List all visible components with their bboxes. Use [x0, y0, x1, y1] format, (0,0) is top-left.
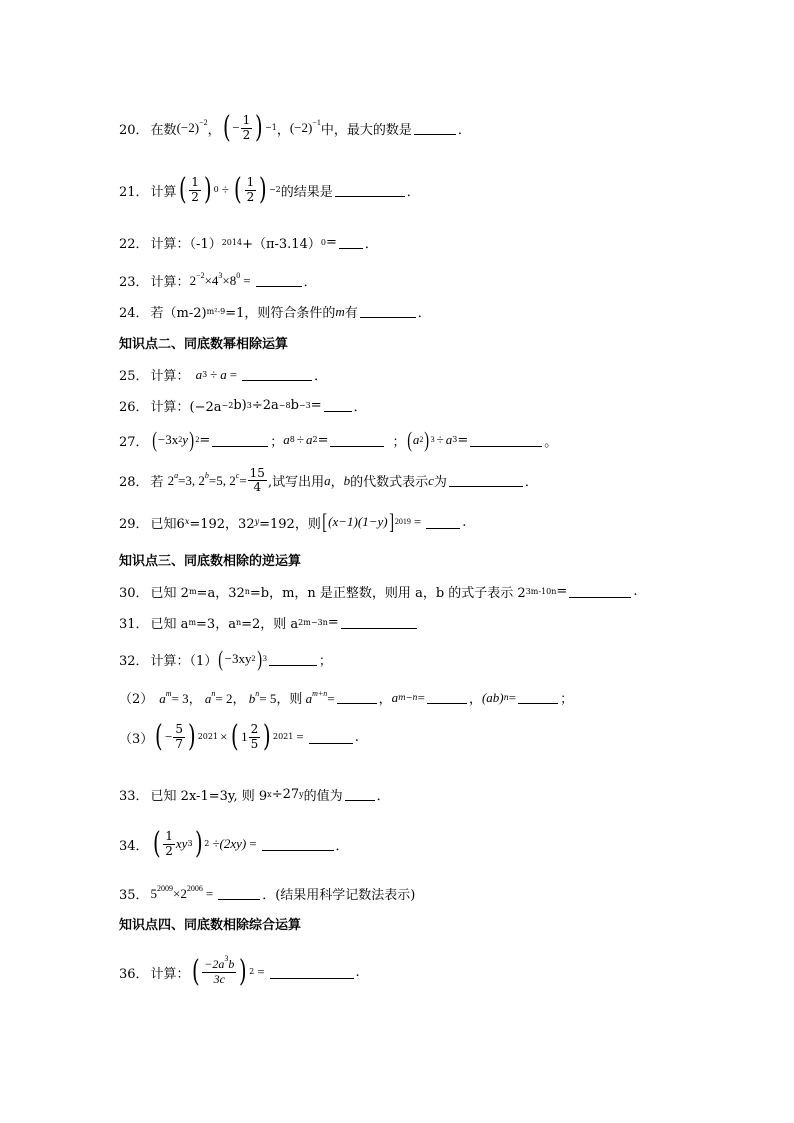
numerator: 15	[249, 466, 265, 480]
variable: b	[343, 472, 351, 488]
answer-blank[interactable]	[414, 122, 456, 135]
part-label: （2）	[119, 692, 154, 707]
exponent: 2006	[186, 883, 203, 893]
answer-blank[interactable]	[330, 434, 384, 447]
equals-sign: =	[327, 691, 335, 706]
exponent: −2	[199, 118, 208, 127]
section-heading: 知识点二、同底数幂相除运算	[119, 337, 289, 352]
equals-sign: =	[199, 432, 211, 448]
numerator: 1	[191, 175, 199, 190]
answer-blank[interactable]	[337, 691, 377, 704]
question-20	[119, 110, 471, 145]
section-heading: 知识点三、同底数相除的逆运算	[119, 554, 302, 569]
answer-blank[interactable]	[262, 838, 334, 851]
question-31: 31． 已知 a m =3，a n =2，则 a 2m−3n =	[119, 613, 419, 632]
question-number: 36．	[119, 966, 149, 982]
right-paren: )	[194, 826, 203, 861]
period: ．	[335, 838, 349, 854]
period: ．	[417, 306, 431, 321]
multiply-sign: ×	[220, 729, 228, 744]
term: ÷(2xy)	[212, 836, 247, 851]
question-number: 29．	[119, 516, 149, 532]
base: −3x	[157, 432, 179, 447]
question-text: 中，最大的数是	[320, 122, 412, 138]
period: ．	[364, 237, 378, 252]
answer-blank[interactable]	[470, 434, 542, 447]
expression	[159, 688, 334, 707]
division-sign: ÷	[221, 182, 229, 197]
question-number: 26．	[119, 400, 149, 415]
question-text: 计算	[150, 184, 177, 200]
numerator-text: −2a	[204, 957, 225, 972]
question-number: 34．	[119, 838, 149, 854]
answer-blank[interactable]	[269, 653, 317, 666]
period: ．	[314, 369, 328, 384]
question-32-part-3	[119, 719, 359, 754]
question-text: 已知 a	[150, 617, 189, 632]
period: .	[633, 584, 638, 599]
division-sign: ÷	[296, 432, 304, 447]
fraction-power: ( − $\frac{1}{2}$ ) −1	[222, 110, 277, 145]
exponent: n	[211, 689, 216, 698]
variable: a	[305, 691, 313, 706]
variable: (ab)	[481, 689, 504, 705]
question-23	[119, 271, 317, 290]
equals-sign: =	[249, 836, 257, 851]
minus-sign: −	[232, 120, 240, 135]
exponent: 3	[224, 954, 229, 964]
equals-sign: =	[556, 584, 568, 599]
equals-sign: =	[417, 689, 425, 705]
period: ．	[376, 789, 390, 804]
variable: a	[445, 432, 453, 447]
answer-blank[interactable]	[339, 236, 363, 249]
period: ．	[524, 475, 538, 491]
variable: m	[335, 303, 345, 319]
question-number: 32．	[119, 653, 149, 669]
question-number: 30．	[119, 586, 149, 601]
question-text: ,试写出用	[267, 475, 325, 491]
question-text: ÷2a	[251, 398, 279, 413]
separator: ，	[330, 475, 344, 491]
question-text: +（π-3.14）	[242, 237, 321, 252]
variable: a	[283, 432, 290, 447]
question-34	[119, 826, 349, 861]
denominator: 2	[191, 189, 199, 204]
question-text: 已知 2	[150, 586, 189, 601]
right-paren: )	[263, 719, 271, 754]
question-text: 已知 2x-1=3y, 则 9	[150, 789, 268, 804]
answer-blank[interactable]	[449, 474, 523, 487]
denominator: 4	[253, 480, 262, 495]
base: 2	[229, 472, 236, 488]
term: ×2	[173, 885, 187, 901]
question-28	[119, 467, 538, 494]
right-paren: )	[188, 719, 196, 754]
left-paren: (	[152, 826, 161, 861]
question-number: 20．	[119, 122, 149, 138]
equals-sign: =	[257, 964, 265, 979]
base: 2	[189, 272, 197, 288]
minus-sign: −	[165, 729, 173, 744]
question-36	[119, 954, 360, 989]
fraction	[173, 723, 185, 750]
period: ．	[353, 400, 367, 415]
left-paren: (	[155, 719, 163, 754]
period: ．	[406, 184, 420, 200]
left-paren: (	[151, 427, 157, 452]
denominator: 5	[250, 736, 259, 751]
answer-blank[interactable]	[335, 184, 405, 197]
question-text: 为	[433, 475, 447, 491]
question-number: 27．	[119, 434, 149, 450]
question-29: 29． 已知6 x =192，32 y =192，则 [ (x−1)(1−y) ] 2019 = .	[119, 509, 467, 534]
fraction	[163, 830, 175, 857]
denominator: 2	[242, 127, 251, 142]
period: ．	[303, 275, 317, 290]
power-term: [ (x−1)(1−y) ] 2019	[322, 509, 411, 534]
question-text: 的代数式表示	[350, 475, 429, 491]
question-number: 33．	[119, 789, 149, 804]
period: .	[355, 964, 360, 980]
answer-blank[interactable]	[212, 434, 268, 447]
term: = 2，	[215, 691, 246, 706]
expression	[167, 470, 247, 489]
question-32-part-2: （2） $a^m= 3$， $a^n= 2$， $b^n= 5$，则 $a^{m+n}=$ ， a m−n = ， (ab) n = ；	[119, 689, 574, 707]
answer-blank[interactable]	[427, 691, 467, 704]
equals-sign: =	[327, 615, 339, 630]
question-text: ．(结果用科学记数法表示)	[262, 888, 416, 903]
fraction-power: ( $\frac{1}{2}$ ) −2	[233, 172, 281, 207]
question-text: 在数	[150, 122, 177, 138]
equals-sign: =	[205, 885, 214, 901]
power-term	[177, 120, 208, 136]
period: ．	[457, 122, 471, 138]
fraction	[202, 954, 236, 986]
question-text: 计算：	[150, 966, 190, 982]
question-text: 若（m-2)	[150, 306, 207, 321]
base: 5	[150, 885, 158, 901]
right-paren: )	[239, 954, 248, 989]
term: = 3，	[171, 691, 202, 706]
question-number: 28．	[119, 475, 149, 491]
answer-blank[interactable]	[518, 691, 558, 704]
question-35	[119, 884, 415, 903]
question-text: 已知6	[150, 516, 185, 532]
equals-sign: =	[413, 514, 422, 529]
left-paren: (	[406, 427, 412, 452]
answer-blank[interactable]	[309, 731, 353, 744]
numerator: 1	[242, 113, 251, 128]
question-text: b)	[233, 398, 247, 413]
answer-blank[interactable]	[426, 516, 460, 529]
separator: ；	[392, 434, 406, 450]
variable: a	[391, 689, 399, 705]
equals-sign: =	[508, 689, 517, 705]
part-label: （3）	[119, 731, 154, 747]
exponent: 0	[236, 270, 241, 280]
variable: a	[204, 691, 212, 706]
period: 。	[544, 434, 558, 450]
right-paren: )	[203, 172, 212, 207]
separator: ；	[560, 692, 574, 707]
variable: a	[324, 472, 331, 488]
question-text: =2，则 a	[241, 617, 299, 632]
denominator: 2	[246, 189, 255, 204]
period: .	[354, 729, 359, 745]
right-paren: )	[259, 172, 267, 207]
question-text: ÷27	[271, 787, 300, 802]
denominator: 2	[165, 843, 173, 858]
fraction-power: ( $\frac{1}{2}$ ) 0	[178, 172, 219, 207]
question-text: 的结果是	[280, 184, 333, 200]
period: .	[462, 514, 467, 530]
question-text: =192，则	[259, 516, 321, 532]
right-paren: )	[256, 646, 262, 671]
exponent: a	[174, 470, 179, 480]
answer-blank[interactable]	[360, 305, 416, 318]
answer-blank[interactable]	[242, 368, 312, 381]
question-text: 计算：（-1）	[150, 237, 222, 252]
fraction-power: ( 1 $\frac{2}{5}$ ) 2021	[231, 719, 294, 754]
question-26: 26． 计算：(−2a −2 b) 3 ÷2a −8 b −3 = ．	[119, 398, 367, 415]
question-text: 有	[344, 306, 358, 321]
left-paren: (	[231, 719, 240, 754]
power-term: ( a 2 ) 3	[406, 427, 435, 452]
separator: ；	[270, 434, 284, 450]
question-27: 27． ( −3x 2 y ) 2 = ； a 8 ÷ a 2 = ； ( a 2 ) 3 ÷ a 3 = 。	[119, 427, 558, 452]
variable: y	[182, 432, 188, 447]
division-sign: ÷	[210, 366, 218, 382]
question-text: 若	[150, 475, 164, 491]
fraction	[248, 467, 267, 494]
right-paren: )	[424, 427, 430, 452]
left-paren: (	[191, 954, 200, 989]
question-text: 计算：	[150, 369, 190, 384]
denominator: 7	[175, 736, 183, 751]
term: ×4	[204, 272, 219, 288]
equals-sign: =	[317, 432, 329, 448]
answer-blank[interactable]	[324, 399, 352, 412]
question-25: 25． 计算： a 3 ÷ a = ．	[119, 366, 328, 384]
question-text: 计算：（1）	[150, 653, 218, 669]
variable: c	[428, 472, 434, 488]
left-bracket: [	[322, 509, 327, 534]
separator: ，	[468, 692, 482, 707]
exponent: 3	[218, 270, 223, 280]
exponent: −2	[196, 270, 205, 280]
answer-blank[interactable]	[270, 966, 354, 979]
whole-number: 1	[241, 729, 248, 744]
answer-blank[interactable]	[256, 274, 302, 287]
numerator: 2	[250, 722, 259, 737]
exponent: c	[235, 470, 240, 480]
term: =3,	[178, 472, 196, 488]
variable: xy	[175, 836, 188, 851]
variable: a	[220, 366, 227, 382]
right-bracket: ]	[388, 509, 394, 534]
fraction	[241, 114, 253, 141]
question-32	[119, 648, 332, 670]
fraction-power: ( − $\frac{5}{7}$ ) 2021	[155, 719, 219, 754]
answer-blank[interactable]	[218, 887, 260, 900]
exponent: m	[165, 689, 172, 698]
term: ×8	[222, 272, 237, 288]
expression	[189, 270, 254, 289]
exponent: n	[255, 689, 260, 698]
base: (−2)	[176, 120, 200, 135]
numerator: 1	[246, 175, 255, 190]
question-24: 24． 若（m-2) m²-9 =1，则符合条件的 m 有 ．	[119, 303, 431, 321]
question-30: 30． 已知 2 m =a，32 n =b，m，n 是正整数，则用 a，b 的式子表示 2 3m-10n = .	[119, 584, 638, 601]
question-text: 的值为	[303, 789, 343, 804]
equals-sign: =	[296, 729, 304, 744]
right-paren: )	[189, 427, 195, 452]
answer-blank[interactable]	[345, 788, 375, 801]
power-term: ( −3xy 2 ) 3	[218, 646, 267, 671]
variable: a	[305, 432, 313, 447]
equals-sign: =	[325, 235, 337, 250]
separator: ，	[207, 122, 221, 138]
base: (−2)	[289, 120, 313, 135]
question-number: 24．	[119, 306, 149, 321]
division-sign: ÷	[436, 432, 444, 447]
left-paren: (	[178, 172, 187, 207]
question-33: 33． 已知 2x-1=3y, 则 9 x ÷27 y 的值为 ．	[119, 787, 390, 804]
question-22: 22． 计算：（-1） 2014 +（π-3.14） 0 = ．	[119, 235, 378, 252]
fraction-power: ( $\frac{-2a^3b}{3c}$ ) 2	[191, 954, 255, 989]
question-number: 31．	[119, 617, 149, 632]
fraction-power: ( $\frac{1}{2}$ xy 3 ) 2	[152, 826, 210, 861]
variable: a	[412, 432, 420, 447]
base: −3xy	[224, 651, 252, 666]
power-term: ( −3x 2 y ) 2	[151, 427, 200, 452]
question-text: =b，m，n 是正整数，则用 a，b 的式子表示 2	[249, 586, 526, 601]
equals-sign: =	[229, 366, 238, 382]
fraction	[189, 176, 201, 203]
question-text: 计算：(−2a	[150, 400, 222, 415]
variable: a	[159, 691, 166, 706]
question-number: 23．	[119, 275, 149, 290]
question-text: =3，a	[196, 617, 236, 632]
question-number: 25．	[119, 369, 149, 384]
expression	[150, 883, 217, 902]
question-text: =1，则符合条件的	[225, 306, 336, 321]
exponent: −1	[312, 118, 321, 127]
numerator: 5	[175, 722, 183, 737]
question-text: 计算：	[150, 275, 190, 290]
question-21	[119, 172, 420, 207]
exponent: m+n	[312, 689, 328, 698]
fraction	[245, 176, 257, 203]
answer-blank[interactable]	[341, 616, 417, 629]
power-term	[290, 120, 321, 136]
question-number: 22．	[119, 237, 149, 252]
base: 2	[198, 472, 205, 488]
separator: ；	[318, 653, 332, 669]
numerator	[202, 954, 236, 972]
base: (x−1)(1−y)	[328, 514, 388, 529]
denominator: 3c	[213, 971, 225, 986]
base: 2	[167, 472, 175, 488]
left-paren: (	[233, 172, 242, 207]
separator: ，	[276, 122, 290, 138]
right-paren: )	[255, 110, 263, 145]
question-text: =192，32	[189, 516, 255, 532]
answer-blank[interactable]	[569, 585, 631, 598]
equals-sign: =	[243, 272, 251, 288]
variable: b	[248, 691, 256, 706]
term: =	[239, 472, 247, 488]
question-text: b	[290, 398, 299, 413]
numerator: 1	[165, 829, 173, 844]
equals-sign: =	[310, 398, 322, 413]
variable: b	[228, 957, 235, 972]
question-text: =a，32	[196, 586, 245, 601]
section-heading: 知识点四、同底数相除综合运算	[119, 918, 302, 933]
question-number: 35．	[119, 888, 149, 903]
term: =5,	[208, 472, 226, 488]
term: = 5，则	[259, 691, 303, 706]
equals-sign: =	[457, 432, 469, 448]
exponent: b	[204, 470, 209, 480]
exponent: 2009	[157, 883, 174, 893]
variable: a	[195, 366, 203, 382]
separator: ，	[378, 692, 392, 707]
left-paren: (	[218, 646, 224, 671]
fraction	[249, 723, 261, 750]
left-paren: (	[222, 110, 231, 145]
question-number: 21．	[119, 184, 149, 200]
